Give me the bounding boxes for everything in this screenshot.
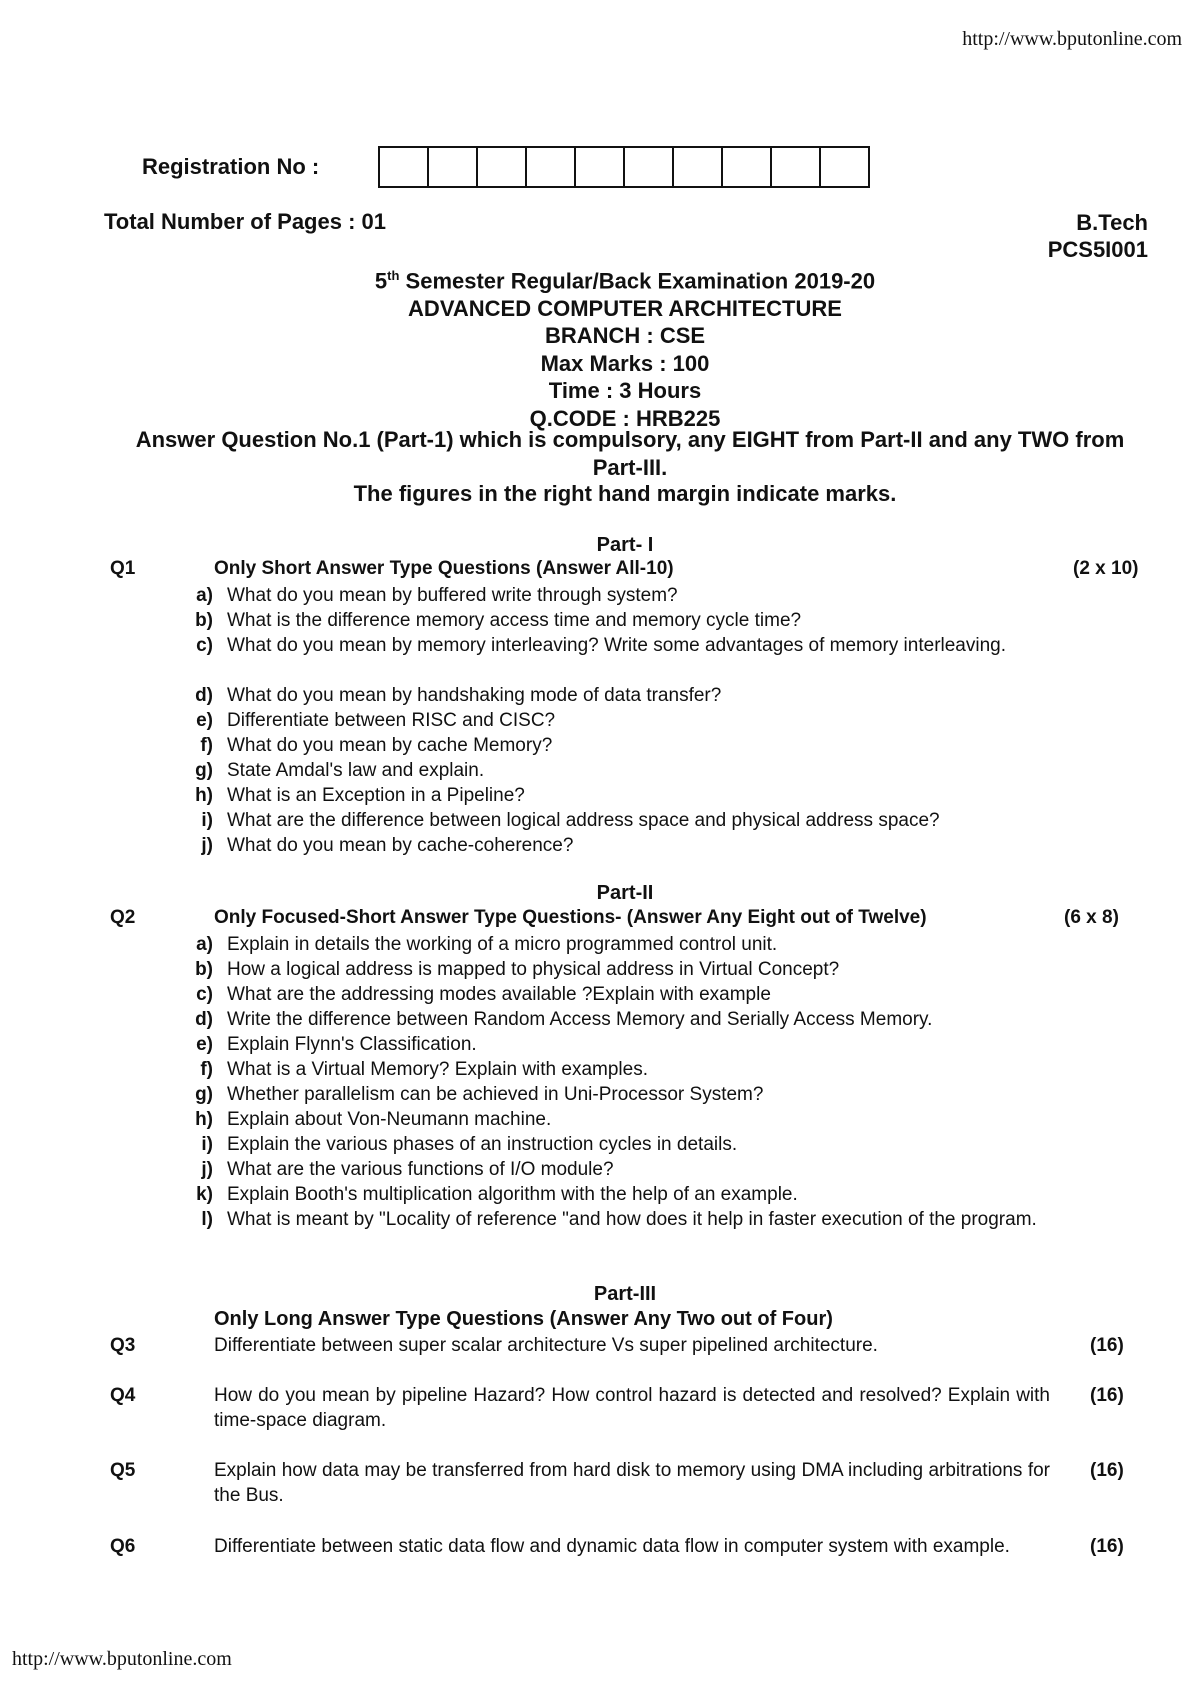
item-text: Explain about Von-Neumann machine. <box>227 1109 552 1130</box>
item-text: What are the difference between logical address space and physical address space? <box>227 810 940 831</box>
long-question <box>110 1383 1150 1433</box>
registration-box <box>429 148 478 186</box>
part-3-title: Part-III <box>593 1283 657 1305</box>
item-text: What is an Exception in a Pipeline? <box>227 785 525 806</box>
list-item <box>155 957 1055 982</box>
question-text: Differentiate between super scalar architecture Vs super pipelined architecture. <box>214 1335 878 1356</box>
long-question <box>110 1534 1150 1559</box>
question-number: Q4 <box>110 1385 136 1406</box>
item-text: State Amdal's law and explain. <box>227 760 485 781</box>
question-text: Differentiate between static data flow and dynamic data flow in computer system with example. <box>214 1536 1010 1557</box>
item-text: What is a Virtual Memory? Explain with examples. <box>227 1059 648 1080</box>
item-text: Explain in details the working of a micro programmed control unit. <box>227 934 778 955</box>
list-item <box>155 1182 1055 1207</box>
item-label: d) <box>195 1009 213 1030</box>
item-label: h) <box>195 785 213 806</box>
item-label: c) <box>196 984 213 1005</box>
list-item <box>155 1057 1055 1082</box>
registration-box <box>821 148 868 186</box>
item-text: Differentiate between RISC and CISC? <box>227 710 556 731</box>
item-label: b) <box>195 959 213 980</box>
list-item <box>155 932 1055 957</box>
item-label: f) <box>200 735 213 756</box>
website-url-bottom: http://www.bputonline.com <box>12 1648 232 1670</box>
degree-code-block <box>1048 209 1148 263</box>
item-label: a) <box>196 585 213 606</box>
item-text: What is meant by "Locality of reference "and how does it help in faster execution of the program. <box>227 1209 1037 1230</box>
list-item <box>155 1157 1055 1182</box>
figures-note: The figures in the right hand margin indicate marks. <box>353 481 897 506</box>
list-item <box>155 982 1055 1007</box>
item-text: What are the various functions of I/O module? <box>227 1159 614 1180</box>
list-item <box>155 708 1055 733</box>
question-number: Q3 <box>110 1335 136 1356</box>
registration-box <box>674 148 723 186</box>
item-text: What do you mean by memory interleaving? Write some advantages of memory interleaving. <box>227 635 1007 656</box>
question-number: Q2 <box>110 907 136 928</box>
section-marks: (2 x 10) <box>1073 558 1139 579</box>
item-label: e) <box>196 1034 213 1055</box>
question-text: Explain how data may be transferred from hard disk to memory using DMA including arbitrations for the Bus. <box>214 1460 1050 1506</box>
list-item <box>155 1207 1055 1232</box>
registration-label: Registration No : <box>142 154 320 179</box>
instructions: Answer Question No.1 (Part-1) which is compulsory, any EIGHT from Part-II and any TWO from Part-III. <box>135 427 1125 480</box>
item-text: Whether parallelism can be achieved in Uni-Processor System? <box>227 1084 764 1105</box>
exam-header <box>0 262 1200 432</box>
item-label: g) <box>195 1084 213 1105</box>
question-code: Q.CODE : HRB225 <box>529 405 721 431</box>
item-text: What do you mean by buffered write through system? <box>227 585 678 606</box>
item-label: c) <box>196 635 213 656</box>
total-pages: Total Number of Pages : 01 <box>104 209 386 234</box>
section-heading: Only Short Answer Type Questions (Answer All-10) <box>214 558 674 579</box>
item-label: e) <box>196 710 213 731</box>
list-item <box>155 733 1055 758</box>
part-1-title: Part- I <box>596 534 654 556</box>
registration-box <box>527 148 576 186</box>
item-label: f) <box>200 1059 213 1080</box>
list-item <box>155 758 1055 783</box>
item-text: What do you mean by cache-coherence? <box>227 835 574 856</box>
long-question <box>110 1333 1150 1358</box>
item-label: l) <box>201 1209 213 1230</box>
list-item <box>155 833 1055 858</box>
list-item <box>155 1132 1055 1157</box>
question-number: Q6 <box>110 1536 136 1557</box>
list-item <box>155 608 1055 633</box>
website-url-top: http://www.bputonline.com <box>962 28 1182 50</box>
semester-line <box>0 262 1200 295</box>
question-number: Q5 <box>110 1460 136 1481</box>
section-heading: Only Focused-Short Answer Type Questions- (Answer Any Eight out of Twelve) <box>214 907 927 928</box>
item-label: j) <box>201 835 213 856</box>
subject-title: ADVANCED COMPUTER ARCHITECTURE <box>408 295 842 321</box>
list-item <box>155 1082 1055 1107</box>
question-marks: (16) <box>1090 1335 1124 1356</box>
registration-box <box>576 148 625 186</box>
item-label: j) <box>201 1159 213 1180</box>
item-label: b) <box>195 610 213 631</box>
semester-text: Semester Regular/Back Examination 2019-20 <box>399 268 876 294</box>
list-item <box>155 683 1055 708</box>
semester-suffix: th <box>387 268 400 283</box>
item-text: How a logical address is mapped to physical address in Virtual Concept? <box>227 959 840 980</box>
max-marks: Max Marks : 100 <box>540 350 710 376</box>
item-text: Explain Flynn's Classification. <box>227 1034 477 1055</box>
item-label: k) <box>196 1184 213 1205</box>
registration-number-boxes <box>378 146 870 188</box>
item-text: What do you mean by cache Memory? <box>227 735 553 756</box>
item-label: i) <box>201 1134 213 1155</box>
section-heading: Only Long Answer Type Questions (Answer Any Two out of Four) <box>214 1308 833 1330</box>
item-text: Explain the various phases of an instruction cycles in details. <box>227 1134 738 1155</box>
item-label: h) <box>195 1109 213 1130</box>
registration-box <box>723 148 772 186</box>
item-text: What do you mean by handshaking mode of data transfer? <box>227 685 722 706</box>
question-marks: (16) <box>1090 1536 1124 1557</box>
semester-number: 5 <box>374 268 388 294</box>
registration-box <box>380 148 429 186</box>
registration-box <box>625 148 674 186</box>
item-text: What is the difference memory access time and memory cycle time? <box>227 610 802 631</box>
item-text: Explain Booth's multiplication algorithm with the help of an example. <box>227 1184 798 1205</box>
long-question <box>110 1458 1150 1508</box>
registration-box <box>772 148 821 186</box>
question-number: Q1 <box>110 558 136 579</box>
list-item <box>155 1007 1055 1032</box>
list-item <box>155 1107 1055 1132</box>
item-text: Write the difference between Random Access Memory and Serially Access Memory. <box>227 1009 933 1030</box>
question-text: How do you mean by pipeline Hazard? How control hazard is detected and resolved? Explain with time-space diagram. <box>214 1385 1050 1431</box>
exam-time: Time : 3 Hours <box>548 378 702 404</box>
item-text: What are the addressing modes available ?Explain with example <box>227 984 771 1005</box>
course-code: PCS5I001 <box>1047 237 1148 262</box>
branch: BRANCH : CSE <box>544 323 706 349</box>
question-marks: (16) <box>1090 1385 1124 1406</box>
question-marks: (16) <box>1090 1460 1124 1481</box>
list-item <box>155 633 1055 658</box>
registration-box <box>478 148 527 186</box>
section-marks: (6 x 8) <box>1064 907 1119 928</box>
list-item <box>155 583 1055 608</box>
list-item <box>155 783 1055 808</box>
list-item <box>155 808 1055 833</box>
degree: B.Tech <box>1076 210 1148 235</box>
item-label: i) <box>201 810 213 831</box>
item-label: a) <box>196 934 213 955</box>
item-label: g) <box>195 760 213 781</box>
item-label: d) <box>195 685 213 706</box>
part-2-title: Part-II <box>596 882 654 904</box>
list-item <box>155 1032 1055 1057</box>
